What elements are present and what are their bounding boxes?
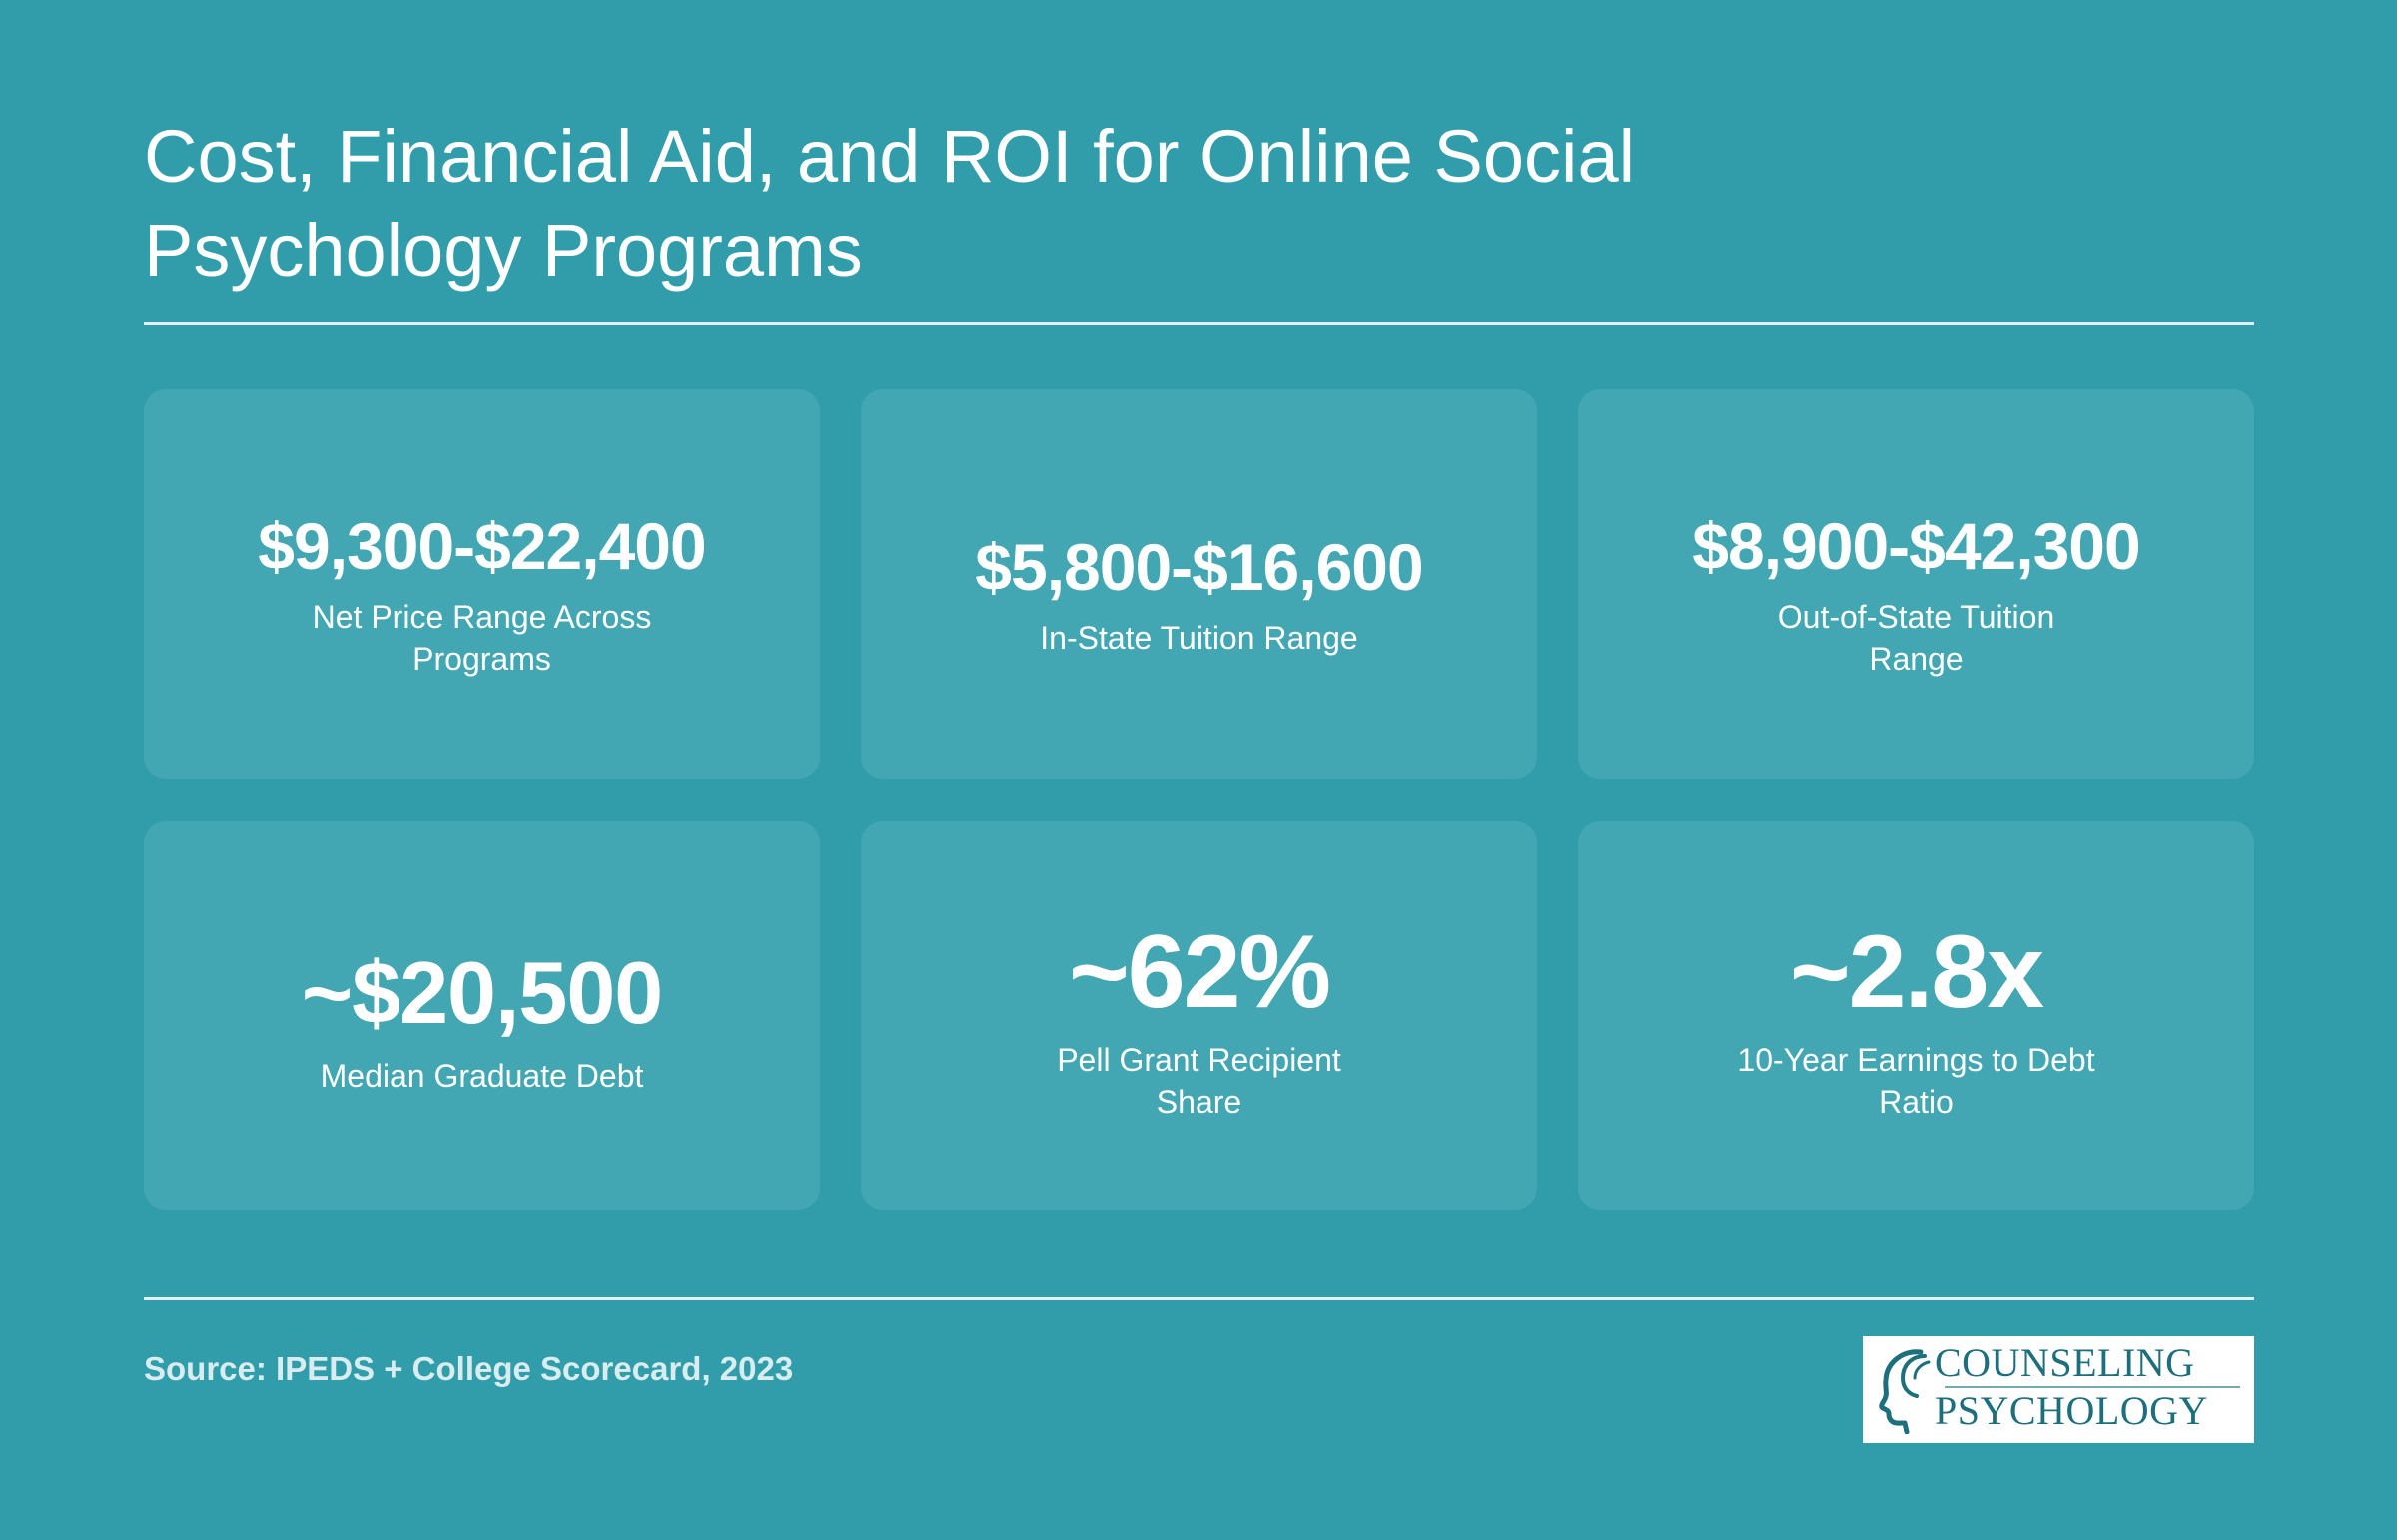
page-title: Cost, Financial Aid, and ROI for Online Social Psychology Programs bbox=[144, 115, 1636, 292]
stat-card-out-of-state-tuition bbox=[1578, 389, 2254, 779]
footer-divider bbox=[144, 1297, 2254, 1300]
stat-label: Pell Grant Recipient Share bbox=[1057, 1042, 1341, 1120]
stat-value: ~62% bbox=[1069, 914, 1329, 1030]
stat-value: ~2.8x bbox=[1789, 914, 2043, 1030]
stats-grid bbox=[144, 389, 2254, 1210]
head-profile-icon bbox=[1877, 1346, 1939, 1434]
stat-value: $5,800-$16,600 bbox=[975, 530, 1423, 604]
logo-text-counseling: COUNSELING bbox=[1935, 1340, 2195, 1385]
stat-card-in-state-tuition bbox=[861, 389, 1537, 779]
stat-label: Net Price Range Across Programs bbox=[312, 599, 652, 677]
counseling-psychology-logo bbox=[1863, 1336, 2254, 1443]
stat-label: Out-of-State Tuition Range bbox=[1777, 599, 2055, 677]
logo-text-psychology: PSYCHOLOGY bbox=[1935, 1388, 2208, 1433]
stat-label: Median Graduate Debt bbox=[320, 1058, 644, 1094]
stat-card-median-debt bbox=[144, 821, 820, 1210]
stat-value: $8,900-$42,300 bbox=[1692, 509, 2140, 583]
stat-card-pell-grant bbox=[861, 821, 1537, 1210]
stat-label: In-State Tuition Range bbox=[1040, 620, 1358, 656]
source-note: Source: IPEDS + College Scorecard, 2023 bbox=[144, 1350, 794, 1387]
stat-value: ~$20,500 bbox=[301, 943, 663, 1042]
stat-value: $9,300-$22,400 bbox=[258, 509, 706, 583]
header-divider bbox=[144, 322, 2254, 325]
stat-card-earnings-debt-ratio bbox=[1578, 821, 2254, 1210]
stat-label: 10-Year Earnings to Debt Ratio bbox=[1737, 1042, 2095, 1120]
stat-card-net-price bbox=[144, 389, 820, 779]
